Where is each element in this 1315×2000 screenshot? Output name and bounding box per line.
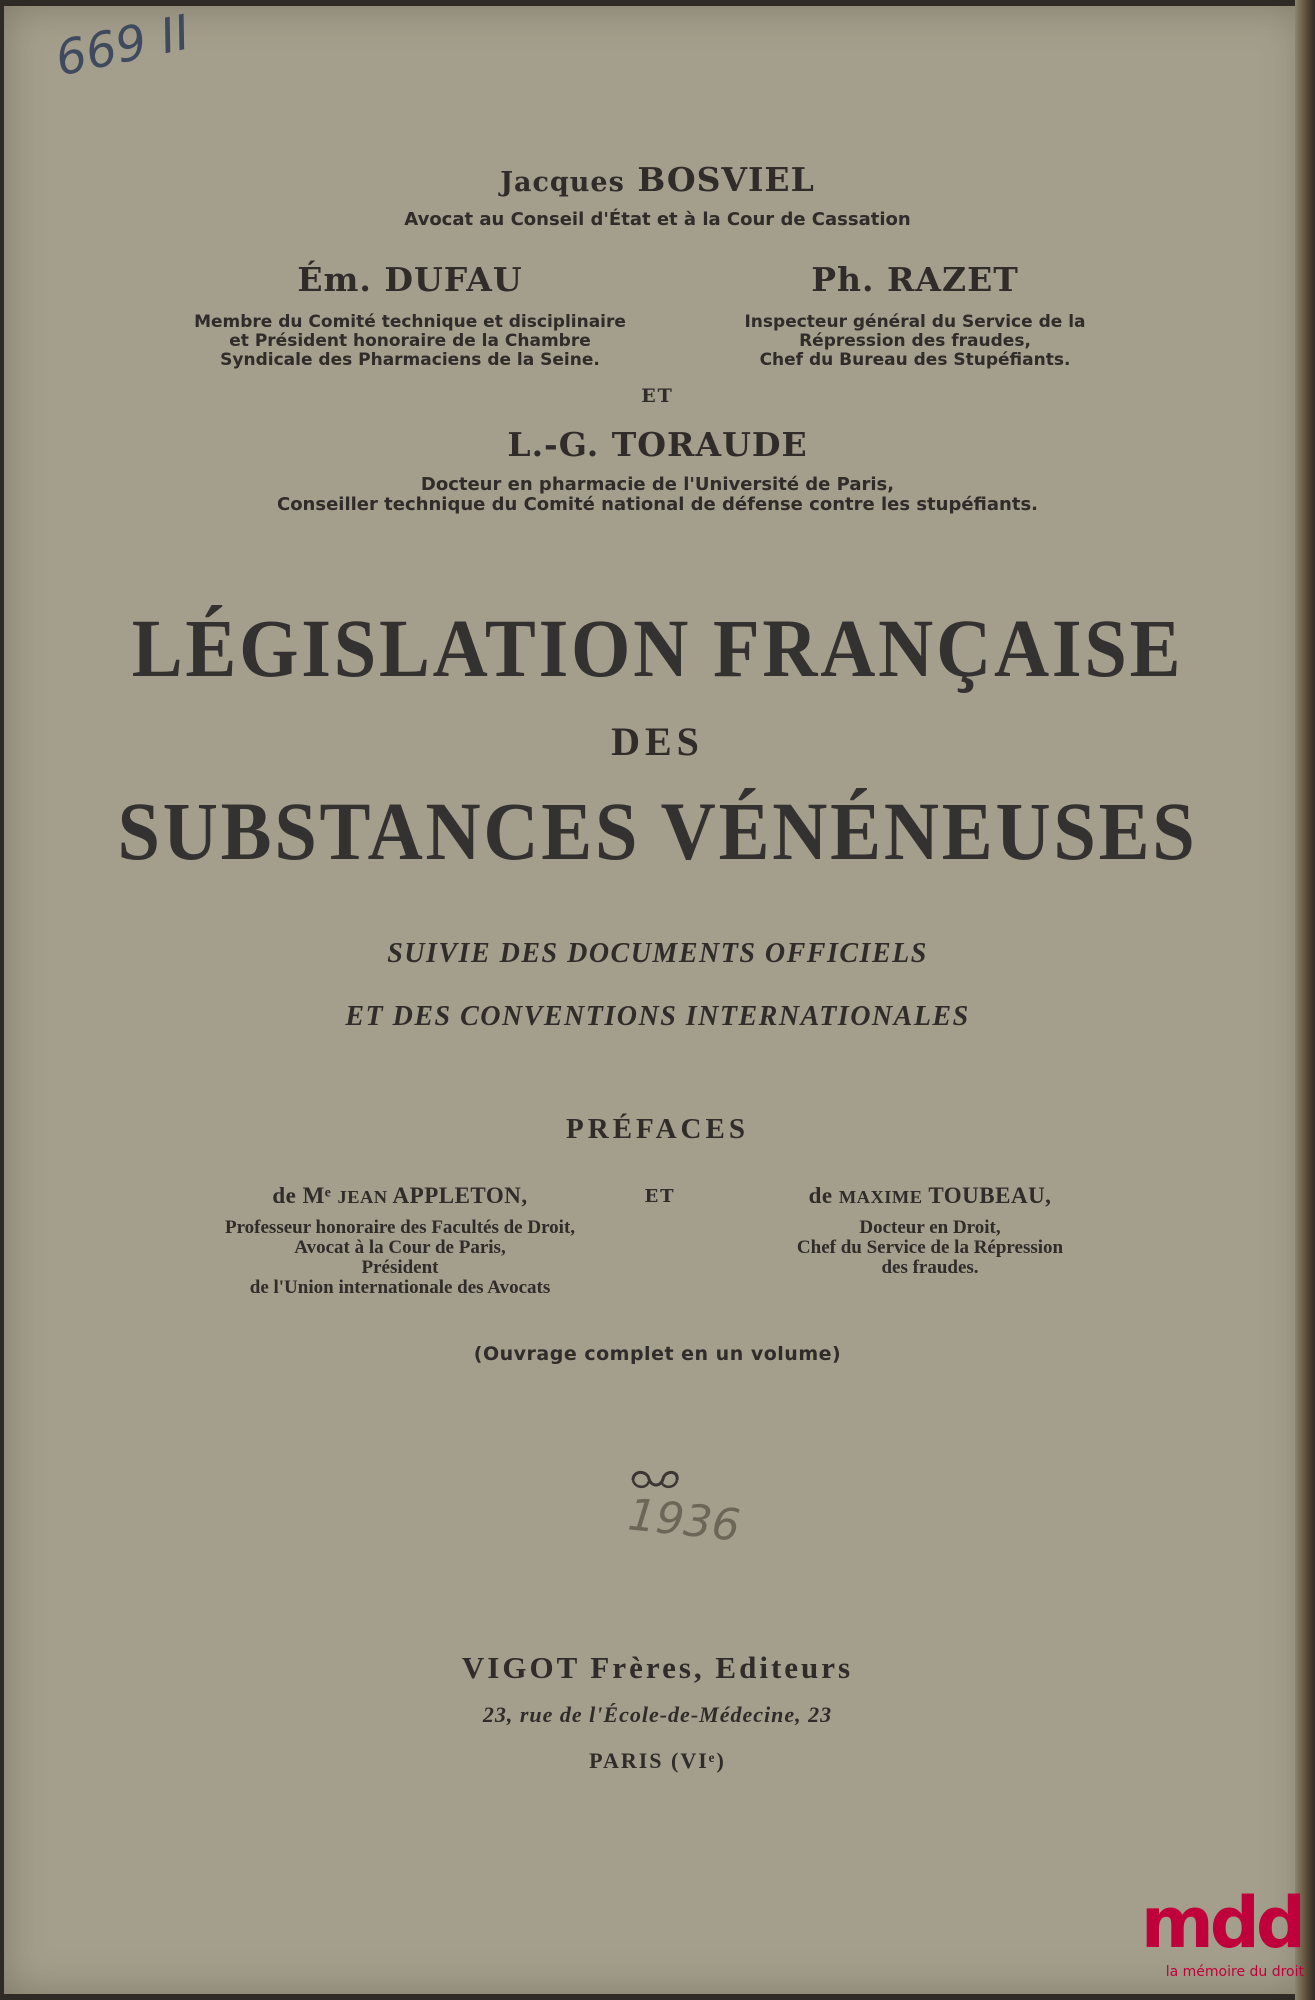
author-toraude: L.-G. TORAUDE [507, 425, 808, 464]
author-razet-role: Inspecteur général du Service de la Répression des fraudes, Chef du Bureau des Stupéfiants. [744, 312, 1086, 370]
preface-conjunction-et: ET [644, 1186, 676, 1207]
author-bosviel: Jacques BOSVIEL [500, 160, 815, 199]
prefaces-heading: PRÉFACES [566, 1113, 749, 1145]
publisher-address: 23, rue de l'École-de-Médecine, 23 [482, 1702, 833, 1727]
title-line-1: LÉGISLATION FRANÇAISE [131, 602, 1184, 694]
author-dufau: Ém. DUFAU [297, 260, 523, 299]
subtitle-line-1: SUIVIE DES DOCUMENTS OFFICIELS [387, 938, 928, 969]
author-toraude-role: Docteur en pharmacie de l'Université de Paris, Conseiller technique du Comité national de défense contre les stupéfiants. [276, 474, 1039, 515]
volume-note: (Ouvrage complet en un volume) [473, 1343, 842, 1365]
conjunction-et: ET [641, 385, 674, 407]
publisher-name: VIGOT Frères, Editeurs [461, 1650, 854, 1685]
preface-toubeau-role: Docteur en Droit, Chef du Service de la Répression des fraudes. [796, 1217, 1064, 1278]
handwritten-year: 1936 [625, 1489, 743, 1552]
author-bosviel-role: Avocat au Conseil d'État et à la Cour de Cassation [404, 209, 911, 230]
preface-toubeau: de MAXIME TOUBEAU, [808, 1183, 1052, 1208]
title-line-2: DES [611, 719, 704, 764]
title-page [4, 6, 1304, 1994]
preface-appleton: de Mᵉ JEAN APPLETON, [272, 1183, 528, 1208]
subtitle-line-2: ET DES CONVENTIONS INTERNATIONALES [345, 1001, 970, 1032]
title-line-3: SUBSTANCES VÉNÉNEUSES [117, 785, 1198, 877]
preface-appleton-role: Professeur honoraire des Facultés de Droit, Avocat à la Cour de Paris, Président de l'Union internationale des Avocats [224, 1217, 576, 1298]
publisher-city: PARIS (VIᵉ) [589, 1748, 726, 1773]
page-edge [1295, 0, 1315, 2000]
author-razet: Ph. RAZET [811, 260, 1019, 299]
mdd-logo: mdd la mémoire du droit [1140, 1882, 1304, 1980]
handwritten-shelf-mark: 669 II [50, 4, 195, 88]
author-dufau-role: Membre du Comité technique et disciplinaire et Président honoraire de la Chambre Syndicale des Pharmaciens de la Seine. [194, 312, 626, 370]
